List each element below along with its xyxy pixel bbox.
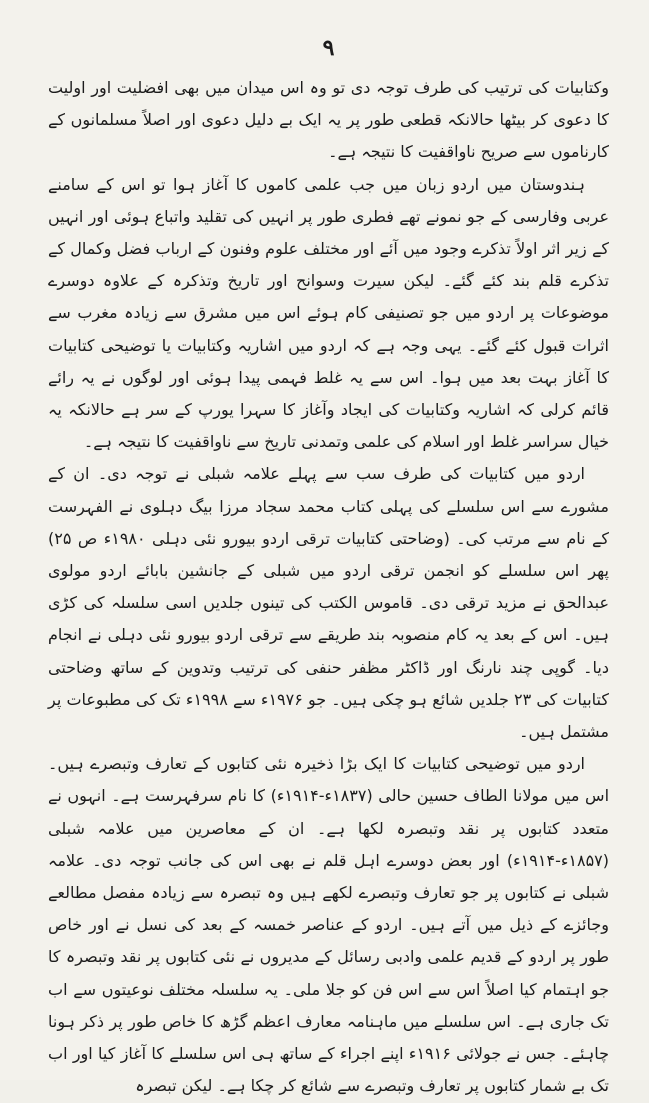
page-number: ۹	[322, 35, 335, 61]
paragraph-1: وکتابیات کی ترتیب کی طرف توجہ دی تو وہ اس میدان میں بھی افضلیت اور اولیت کا دعوی کر بیٹھا حالانکہ قطعی طور پر یہ ایک بے دلیل دعوی اور اصلاً مسلمانوں کے کارناموں سے صریح ناواقفیت کا نتیجہ ہے۔	[48, 78, 609, 162]
body-text	[48, 72, 609, 1103]
paragraph-3: اردو میں کتابیات کی طرف سب سے پہلے علامہ شبلی نے توجہ دی۔ ان کے مشورے سے اس سلسلے کی پہلی کتاب محمد سجاد مرزا بیگ دہلوی نے الفہرست کے نام سے مرتب کی۔ (وضاحتی کتابیات ترقی اردو بیورو نئی دہلی ۱۹۸۰ء ص ۲۵) پھر اس سلسلے کو انجمن ترقی اردو میں شبلی کے جانشین بابائے اردو مولوی عبدالحق نے مزید ترقی دی۔ قاموس الکتب کی تینوں جلدیں اسی سلسلہ کی کڑی ہیں۔ اس کے بعد یہ کام منصوبہ بند طریقے سے ترقی اردو بیورو نئی دہلی نے انجام دیا۔ گوپی چند نارنگ اور ڈاکٹر مظفر حنفی کی ترتیب وتدوین کے ساتھ وضاحتی کتابیات کی ۲۳ جلدیں شائع ہو چکی ہیں۔ جو ۱۹۷۶ء سے ۱۹۹۸ء تک کی مطبوعات پر مشتمل ہیں۔	[48, 464, 609, 742]
paragraph-4: اردو میں توضیحی کتابیات کا ایک بڑا ذخیرہ نئی کتابوں کے تعارف وتبصرے ہیں۔ اس میں مولانا الطاف حسین حالی (۱۸۳۷ء-۱۹۱۴ء) کا نام سرفہرست ہے۔ انہوں نے متعدد کتابوں پر نقد وتبصرہ لکھا ہے۔ ان کے معاصرین میں علامہ شبلی (۱۸۵۷ء-۱۹۱۴ء) اور بعض دوسرے اہل قلم نے بھی اس کی جانب توجہ دی۔ علامہ شبلی نے کتابوں پر جو تعارف وتبصرے لکھے ہیں وہ تبصرہ سے زیادہ مفصل مطالعے وجائزے کے ذیل میں آتے ہیں۔ اردو کے عناصر خمسہ کے بعد کی نسل نے اور خاص طور پر اردو کے قدیم علمی وادبی رسائل کے مدیروں نے نئی کتابوں پر نقد وتبصرہ کا جو اہتمام کیا اصلاً اس سے اس فن کو جلا ملی۔ یہ سلسلہ مختلف نوعیتوں سے اب تک جاری ہے۔ اس سلسلے میں ماہنامہ معارف اعظم گڑھ کا خاص طور پر ذکر ہونا چاہئے۔ جس نے جولائی ۱۹۱۶ء اپنے اجراء کے ساتھ ہی اس سلسلے کا آغاز کیا اور اب تک بے شمار کتابوں پر تعارف وتبصرے سے شائع کر چکا ہے۔ لیکن تبصرہ	[48, 754, 610, 1096]
paragraph-2: ہندوستان میں اردو زبان میں جب علمی کاموں کا آغاز ہوا تو اس کے سامنے عربی وفارسی کے جو نمونے تھے فطری طور پر انہیں کی تقلید واتباع ہوئی اور انہیں کے زیر اثر اولاً تذکرے وجود میں آئے اور مختلف علوم وفنون کے ارباب فضل وکمال کے تذکرے قلم بند کئے گئے۔ لیکن سیرت وسوانح اور تاریخ وتذکرہ کے علاوہ دوسرے موضوعات پر اردو میں جو تصنیفی کام ہوئے اس میں مشرق سے زیادہ مغرب سے اثرات قبول کئے گئے۔ یہی وجہ ہے کہ اردو میں اشاریہ وکتابیات یا توضیحی کتابیات کا آغاز بہت بعد میں ہوا۔ اس سے یہ غلط فہمی پیدا ہوئی اور لوگوں نے یہ رائے قائم کرلی کہ اشاریہ وکتابیات کی ایجاد وآغاز کا سہرا یورپ کے سر ہے حالانکہ یہ خیال سراسر غلط اور اسلام کی علمی وتمدنی تاریخ سے ناواقفیت کا نتیجہ ہے۔	[48, 174, 610, 452]
